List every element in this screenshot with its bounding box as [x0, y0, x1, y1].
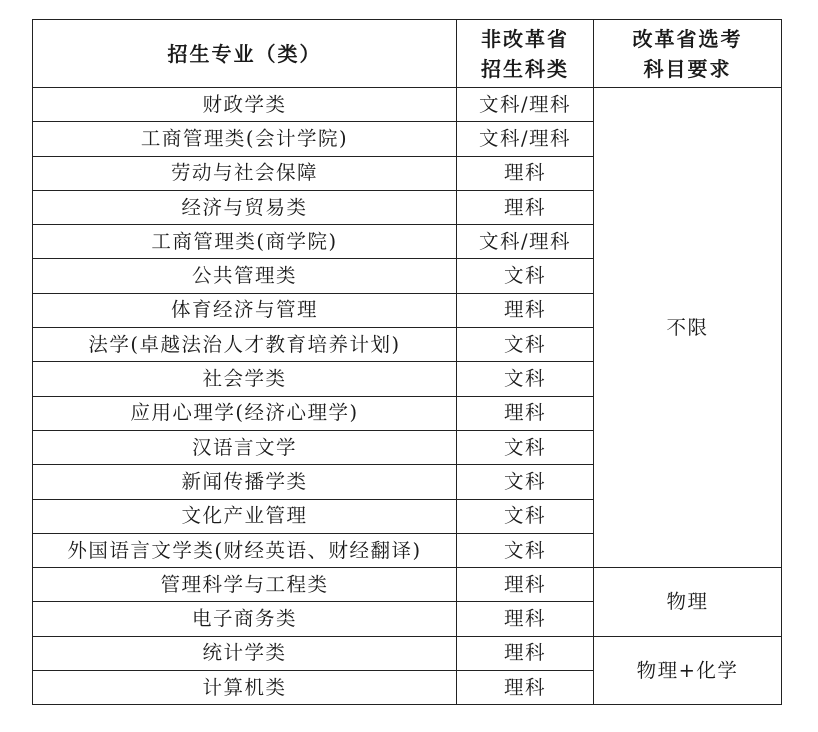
category-cell: 理科: [457, 396, 594, 430]
category-cell: 文科/理科: [457, 122, 594, 156]
category-cell: 理科: [457, 602, 594, 636]
major-cell: 应用心理学(经济心理学): [33, 396, 457, 430]
header-requirement-line2: 科目要求: [643, 56, 732, 81]
major-cell: 工商管理类(商学院): [33, 225, 457, 259]
category-cell: 理科: [457, 636, 594, 670]
requirement-cell-physics: 物理: [594, 568, 782, 637]
category-cell: 理科: [457, 156, 594, 190]
table-row: [33, 88, 782, 122]
major-cell: 财政学类: [33, 88, 457, 122]
major-cell: 统计学类: [33, 636, 457, 670]
requirement-cell-unrestricted: 不限: [594, 88, 782, 568]
major-cell: 社会学类: [33, 362, 457, 396]
major-cell: 体育经济与管理: [33, 293, 457, 327]
category-cell: 理科: [457, 190, 594, 224]
category-cell: 文科: [457, 259, 594, 293]
major-cell: 法学(卓越法治人才教育培养计划): [33, 328, 457, 362]
major-cell: 计算机类: [33, 671, 457, 705]
table-row: [33, 636, 782, 670]
category-cell: 文科/理科: [457, 225, 594, 259]
category-cell: 文科: [457, 533, 594, 567]
header-requirement: [594, 20, 782, 88]
major-cell: 劳动与社会保障: [33, 156, 457, 190]
category-cell: 理科: [457, 568, 594, 602]
major-cell: 经济与贸易类: [33, 190, 457, 224]
major-cell: 新闻传播学类: [33, 465, 457, 499]
admissions-table: [32, 19, 782, 705]
category-cell: 理科: [457, 293, 594, 327]
major-cell: 外国语言文学类(财经英语、财经翻译): [33, 533, 457, 567]
category-cell: 文科: [457, 465, 594, 499]
header-category-line1: 非改革省: [481, 26, 569, 51]
requirement-cell-physics-chemistry: 物理+化学: [594, 636, 782, 705]
major-cell: 汉语言文学: [33, 430, 457, 464]
major-cell: 文化产业管理: [33, 499, 457, 533]
category-cell: 文科: [457, 430, 594, 464]
category-cell: 文科: [457, 499, 594, 533]
header-requirement-line1: 改革省选考: [632, 26, 743, 51]
major-cell: 公共管理类: [33, 259, 457, 293]
category-cell: 理科: [457, 671, 594, 705]
header-category: [457, 20, 594, 88]
major-cell: 电子商务类: [33, 602, 457, 636]
major-cell: 工商管理类(会计学院): [33, 122, 457, 156]
category-cell: 文科/理科: [457, 88, 594, 122]
category-cell: 文科: [457, 362, 594, 396]
table-row: [33, 568, 782, 602]
major-cell: 管理科学与工程类: [33, 568, 457, 602]
header-major: 招生专业（类）: [33, 20, 457, 88]
table-header-row: [33, 20, 782, 88]
header-category-line2: 招生科类: [481, 56, 569, 81]
category-cell: 文科: [457, 328, 594, 362]
